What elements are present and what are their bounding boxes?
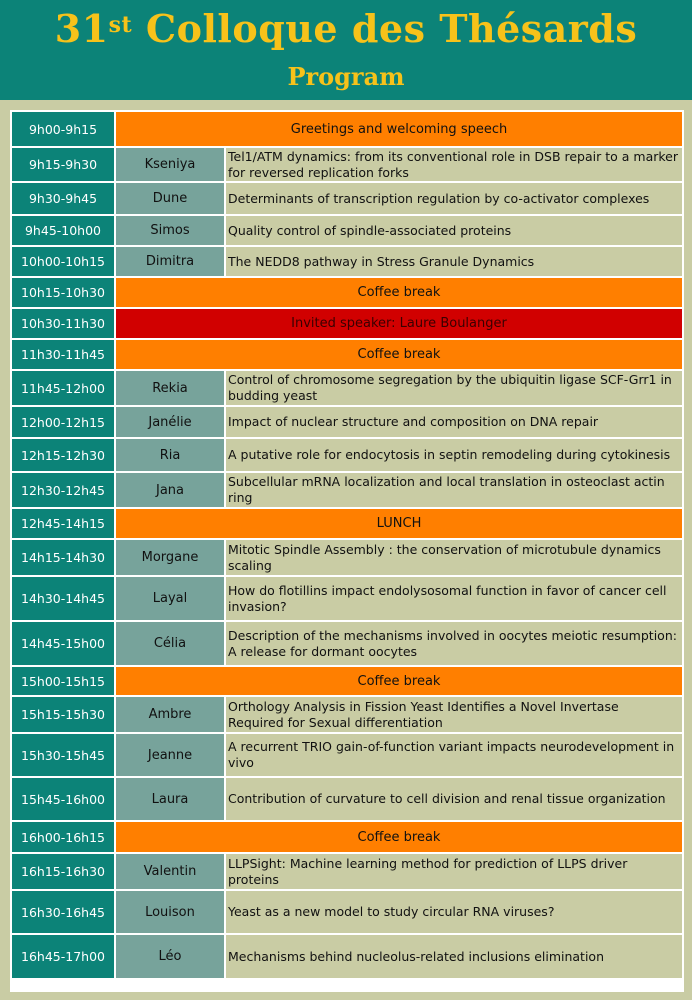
time-slot: 10h00-10h15 xyxy=(11,246,115,277)
talk-row xyxy=(11,576,683,621)
speaker-name: Léo xyxy=(115,934,225,979)
time-slot: 14h45-15h00 xyxy=(11,621,115,666)
talk-title: Determinants of transcription regulation by co-activator complexes xyxy=(225,182,683,215)
break-label: LUNCH xyxy=(115,508,683,539)
break-label: Coffee break xyxy=(115,339,683,370)
invited-speaker-label: Invited speaker: Laure Boulanger xyxy=(115,308,683,339)
time-slot: 10h30-11h30 xyxy=(11,308,115,339)
time-slot: 16h00-16h15 xyxy=(11,821,115,853)
speaker-name: Dune xyxy=(115,182,225,215)
break-row xyxy=(11,339,683,370)
speaker-name: Layal xyxy=(115,576,225,621)
time-slot: 12h30-12h45 xyxy=(11,472,115,508)
title-text: Colloque des Thésards xyxy=(145,6,638,51)
talk-row xyxy=(11,934,683,979)
talk-row xyxy=(11,147,683,182)
header-banner xyxy=(0,0,692,100)
title-suffix: st xyxy=(108,12,133,38)
talk-title: How do flotillins impact endolysosomal function in favor of cancer cell invasion? xyxy=(225,576,683,621)
talk-row xyxy=(11,406,683,438)
speaker-name: Jana xyxy=(115,472,225,508)
title-number: 31 xyxy=(54,6,109,51)
time-slot: 15h30-15h45 xyxy=(11,733,115,777)
talk-title: Subcellular mRNA localization and local translation in osteoclast actin ring xyxy=(225,472,683,508)
time-slot: 12h45-14h15 xyxy=(11,508,115,539)
break-label: Coffee break xyxy=(115,666,683,696)
time-slot: 16h30-16h45 xyxy=(11,890,115,934)
talk-row xyxy=(11,696,683,733)
talk-title: Description of the mechanisms involved in oocytes meiotic resumption: A release for dormant oocytes xyxy=(225,621,683,666)
talk-row xyxy=(11,621,683,666)
time-slot: 11h30-11h45 xyxy=(11,339,115,370)
speaker-name: Morgane xyxy=(115,539,225,576)
break-label: Coffee break xyxy=(115,277,683,308)
talk-title: LLPSight: Machine learning method for prediction of LLPS driver proteins xyxy=(225,853,683,890)
speaker-name: Valentin xyxy=(115,853,225,890)
speaker-name: Kseniya xyxy=(115,147,225,182)
time-slot: 16h45-17h00 xyxy=(11,934,115,979)
time-slot: 9h45-10h00 xyxy=(11,215,115,246)
talk-row xyxy=(11,370,683,406)
invited-row xyxy=(11,308,683,339)
talk-row xyxy=(11,438,683,472)
talk-title: Contribution of curvature to cell division and renal tissue organization xyxy=(225,777,683,821)
break-row xyxy=(11,508,683,539)
talk-title: Orthology Analysis in Fission Yeast Identifies a Novel Invertase Required for Sexual differentiation xyxy=(225,696,683,733)
talk-row xyxy=(11,246,683,277)
talk-title: Yeast as a new model to study circular RNA viruses? xyxy=(225,890,683,934)
break-row xyxy=(11,666,683,696)
talk-row xyxy=(11,215,683,246)
time-slot: 9h30-9h45 xyxy=(11,182,115,215)
talk-row xyxy=(11,853,683,890)
time-slot: 12h15-12h30 xyxy=(11,438,115,472)
talk-row xyxy=(11,777,683,821)
talk-row xyxy=(11,539,683,576)
break-label: Greetings and welcoming speech xyxy=(115,111,683,147)
talk-row xyxy=(11,733,683,777)
talk-row xyxy=(11,890,683,934)
break-row xyxy=(11,277,683,308)
talk-title: A putative role for endocytosis in septin remodeling during cytokinesis xyxy=(225,438,683,472)
program-subtitle: Program xyxy=(287,62,405,91)
talk-row xyxy=(11,182,683,215)
talk-title: A recurrent TRIO gain-of-function variant impacts neurodevelopment in vivo xyxy=(225,733,683,777)
talk-title: Quality control of spindle-associated proteins xyxy=(225,215,683,246)
speaker-name: Laura xyxy=(115,777,225,821)
talk-row xyxy=(11,472,683,508)
time-slot: 15h45-16h00 xyxy=(11,777,115,821)
speaker-name: Ria xyxy=(115,438,225,472)
speaker-name: Célia xyxy=(115,621,225,666)
talk-title: Impact of nuclear structure and composition on DNA repair xyxy=(225,406,683,438)
break-row xyxy=(11,111,683,147)
speaker-name: Simos xyxy=(115,215,225,246)
time-slot: 10h15-10h30 xyxy=(11,277,115,308)
time-slot: 14h15-14h30 xyxy=(11,539,115,576)
speaker-name: Jeanne xyxy=(115,733,225,777)
time-slot: 12h00-12h15 xyxy=(11,406,115,438)
time-slot: 16h15-16h30 xyxy=(11,853,115,890)
time-slot: 9h00-9h15 xyxy=(11,111,115,147)
break-label: Coffee break xyxy=(115,821,683,853)
talk-title: Mechanisms behind nucleolus-related inclusions elimination xyxy=(225,934,683,979)
time-slot: 14h30-14h45 xyxy=(11,576,115,621)
talk-title: Mitotic Spindle Assembly : the conservation of microtubule dynamics scaling xyxy=(225,539,683,576)
break-row xyxy=(11,821,683,853)
event-title xyxy=(0,6,692,52)
speaker-name: Janélie xyxy=(115,406,225,438)
talk-title: Control of chromosome segregation by the ubiquitin ligase SCF-Grr1 in budding yeast xyxy=(225,370,683,406)
time-slot: 11h45-12h00 xyxy=(11,370,115,406)
talk-title: The NEDD8 pathway in Stress Granule Dynamics xyxy=(225,246,683,277)
schedule-table xyxy=(10,110,684,992)
speaker-name: Dimitra xyxy=(115,246,225,277)
time-slot: 15h00-15h15 xyxy=(11,666,115,696)
time-slot: 9h15-9h30 xyxy=(11,147,115,182)
speaker-name: Rekia xyxy=(115,370,225,406)
time-slot: 15h15-15h30 xyxy=(11,696,115,733)
speaker-name: Ambre xyxy=(115,696,225,733)
speaker-name: Louison xyxy=(115,890,225,934)
talk-title: Tel1/ATM dynamics: from its conventional role in DSB repair to a marker for reversed replication forks xyxy=(225,147,683,182)
